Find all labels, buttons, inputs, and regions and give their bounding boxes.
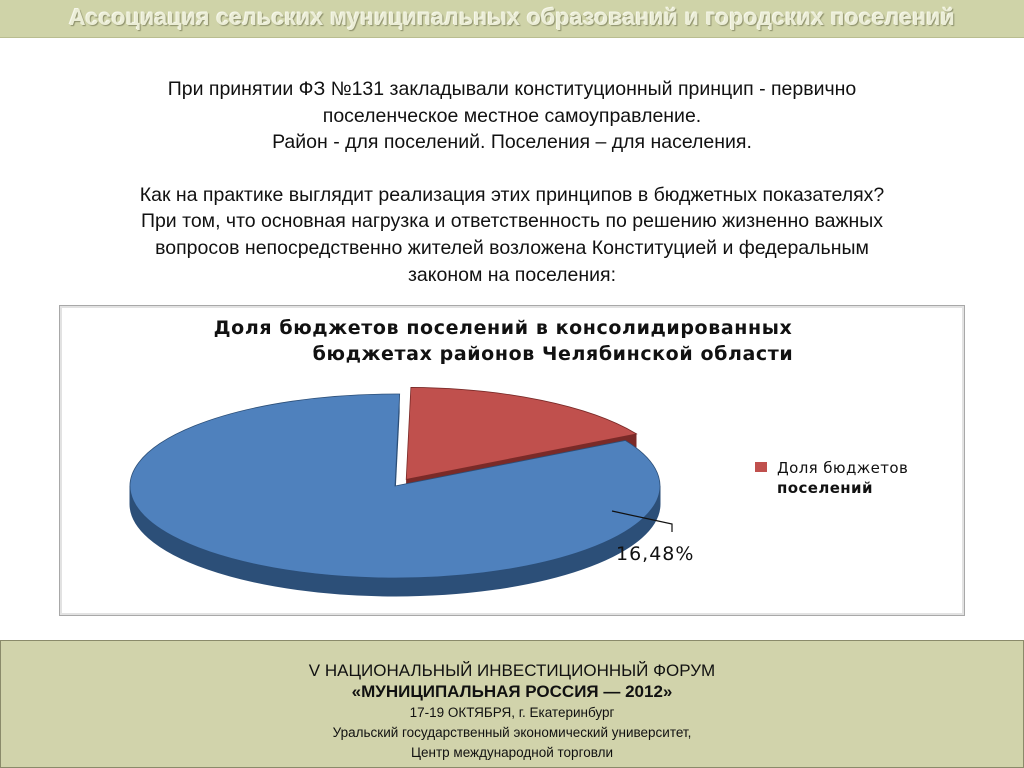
pie-chart (60, 306, 964, 615)
legend-swatch (755, 462, 767, 472)
intro-line: поселенческое местное самоуправление. (322, 104, 702, 127)
chart-frame (59, 305, 965, 616)
intro-line: Как на практике выглядит реализация этих принципов в бюджетных показателях? (139, 183, 885, 206)
intro-line: вопросов непосредственно жителей возложена Конституцией и федеральным (155, 236, 869, 259)
intro-line: При том, что основная нагрузка и ответственность по решению жизненно важных (140, 210, 884, 233)
intro-line: При принятии ФЗ №131 закладывали конституционный принцип - первично (167, 78, 857, 100)
intro-text (40, 76, 984, 288)
intro-line: законом на поселения: (407, 263, 617, 286)
chart-title-line-2: бюджетах районов Челябинской области (312, 343, 794, 365)
legend-label-line-2: поселений (777, 479, 873, 497)
data-label-value: 16,48% (616, 543, 695, 565)
footer-forum-name: «МУНИЦИПАЛЬНАЯ РОССИЯ — 2012» (351, 682, 673, 701)
header-bar (0, 0, 1024, 38)
footer-host-university: Уральский государственный экономический университет, (332, 725, 692, 740)
header-title: Ассоциация сельских муниципальных образований и городских поселений (69, 4, 955, 30)
footer-forum-title: V НАЦИОНАЛЬНЫЙ ИНВЕСТИЦИОННЫЙ ФОРУМ (308, 661, 716, 680)
intro-line: Район - для поселений. Поселения – для населения. (272, 131, 752, 154)
chart-title-line-1: Доля бюджетов поселений в консолидированных (213, 317, 793, 339)
legend-label-line-1: Доля бюджетов (777, 459, 909, 477)
footer-bar (0, 640, 1024, 768)
footer-date-place: 17-19 ОКТЯБРЯ, г. Екатеринбург (409, 705, 615, 720)
footer-host-center: Центр международной торговли (411, 745, 613, 760)
